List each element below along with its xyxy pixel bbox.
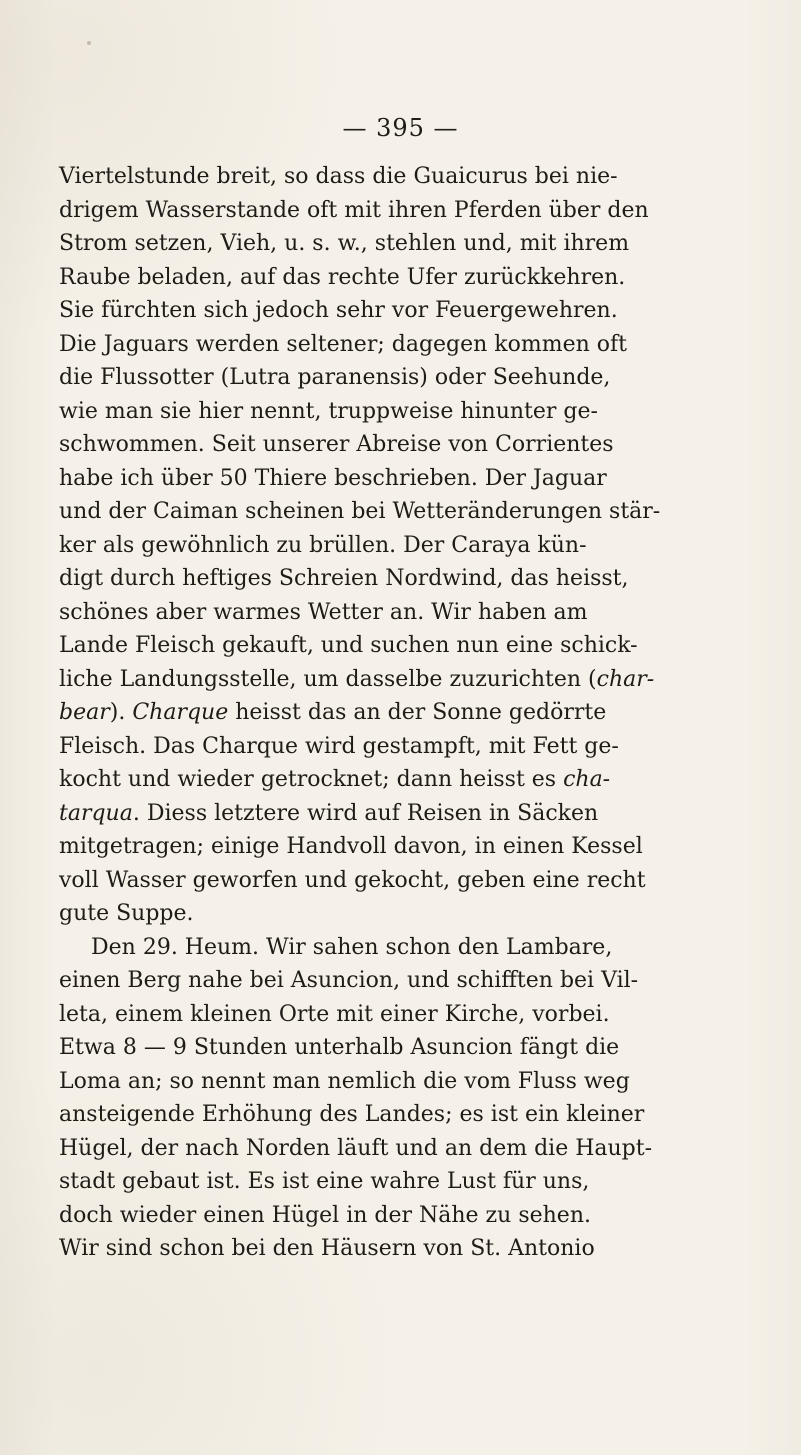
line-text: Raube beladen, auf das rechte Ufer zurückkehren. xyxy=(59,264,626,290)
text-line xyxy=(59,696,740,730)
line-text: liche Landungsstelle, um dasselbe zuzurichten ( xyxy=(59,666,597,692)
text-line xyxy=(59,797,740,831)
text-line xyxy=(59,998,740,1032)
line-text: einen Berg nahe bei Asuncion, und schifften bei Vil- xyxy=(59,968,639,993)
text-line xyxy=(59,361,740,395)
line-text: heisst das an der Sonne gedörrte xyxy=(228,700,607,725)
text-line xyxy=(59,931,740,965)
text-line xyxy=(59,1065,740,1099)
line-group xyxy=(59,763,610,797)
line-text: leta, einem kleinen Orte mit einer Kirche, vorbei. xyxy=(59,1001,610,1027)
line-text: Hügel, der nach Norden läuft und an dem die Haupt- xyxy=(59,1135,653,1161)
line-text: drigem Wasserstande oft mit ihren Pferden über den xyxy=(59,197,649,223)
line-text: Etwa 8 — 9 Stunden unterhalb Asuncion fängt die xyxy=(59,1035,620,1060)
line-text: die Flussotter (Lutra paranensis) oder Seehunde, xyxy=(59,365,611,390)
text-line xyxy=(59,294,740,328)
line-group xyxy=(59,696,606,730)
italic-word: Charque xyxy=(132,700,229,725)
italic-word: cha- xyxy=(563,767,611,792)
text-line xyxy=(59,763,740,797)
line-text: Loma an; so nennt man nemlich die vom Fluss weg xyxy=(59,1068,630,1094)
text-line xyxy=(59,495,740,529)
text-line xyxy=(59,1165,740,1199)
text-line xyxy=(59,1132,740,1166)
line-text: ansteigende Erhöhung des Landes; es ist ein kleiner xyxy=(59,1102,645,1127)
text-line xyxy=(59,864,740,898)
line-group xyxy=(59,663,654,697)
italic-word: char- xyxy=(596,666,655,692)
line-text: Die Jaguars werden seltener; dagegen kommen oft xyxy=(59,331,628,357)
line-text: Wir sind schon bei den Häusern von St. Antonio xyxy=(59,1236,595,1261)
page-number: — 395 — xyxy=(342,114,459,142)
text-line xyxy=(59,663,740,697)
text-line xyxy=(59,529,740,563)
line-text: Viertelstunde breit, so dass die Guaicurus bei nie- xyxy=(59,164,618,189)
line-text: ). xyxy=(109,700,133,725)
line-text: Sie fürchten sich jedoch sehr vor Feuergewehren. xyxy=(59,298,618,323)
text-line xyxy=(59,1199,740,1233)
line-text: Fleisch. Das Charque wird gestampft, mit Fett ge- xyxy=(59,733,619,759)
line-text: digt durch heftiges Schreien Nordwind, das heisst, xyxy=(59,566,629,591)
body-text xyxy=(59,160,740,1266)
text-line xyxy=(59,830,740,864)
text-line xyxy=(59,730,740,764)
text-line xyxy=(59,160,740,194)
italic-word: bear xyxy=(59,700,110,725)
line-group xyxy=(59,797,598,831)
text-line xyxy=(59,395,740,429)
line-text: doch wieder einen Hügel in der Nähe zu sehen. xyxy=(59,1202,591,1228)
paper-speck xyxy=(87,41,91,45)
text-line xyxy=(59,1031,740,1065)
text-line xyxy=(59,261,740,295)
text-line xyxy=(59,897,740,931)
text-line xyxy=(59,1232,740,1266)
line-text: schwommen. Seit unserer Abreise von Corrientes xyxy=(59,432,614,457)
line-text: schönes aber warmes Wetter an. Wir haben am xyxy=(59,599,588,625)
text-line xyxy=(59,428,740,462)
line-text: ker als gewöhnlich zu brüllen. Der Caraya kün- xyxy=(59,532,587,558)
line-text: voll Wasser geworfen und gekocht, geben eine recht xyxy=(59,867,646,893)
line-text: und der Caiman scheinen bei Wetteränderungen stär- xyxy=(59,499,661,524)
line-text: mitgetragen; einige Handvoll davon, in einen Kessel xyxy=(59,834,643,859)
line-text: kocht und wieder getrocknet; dann heisst es xyxy=(59,767,564,792)
line-text: habe ich über 50 Thiere beschrieben. Der Jaguar xyxy=(59,465,607,491)
text-line xyxy=(59,1098,740,1132)
line-text: wie man sie hier nennt, truppweise hinunter ge- xyxy=(59,398,598,424)
line-text: stadt gebaut ist. Es ist eine wahre Lust für uns, xyxy=(59,1169,590,1194)
text-line xyxy=(59,596,740,630)
text-line xyxy=(59,227,740,261)
text-line xyxy=(59,194,740,228)
text-line xyxy=(59,462,740,496)
text-line xyxy=(59,964,740,998)
line-text: Den 29. Heum. Wir sahen schon den Lambare, xyxy=(91,934,613,960)
line-text: gute Suppe. xyxy=(59,901,194,926)
text-line xyxy=(59,328,740,362)
line-text: Lande Fleisch gekauft, und suchen nun eine schick- xyxy=(59,633,638,658)
line-text: . Diess letztere wird auf Reisen in Säcken xyxy=(132,800,599,826)
text-line xyxy=(59,562,740,596)
text-line xyxy=(59,629,740,663)
line-text: Strom setzen, Vieh, u. s. w., stehlen und, mit ihrem xyxy=(59,231,630,256)
italic-word: tarqua xyxy=(59,800,133,826)
